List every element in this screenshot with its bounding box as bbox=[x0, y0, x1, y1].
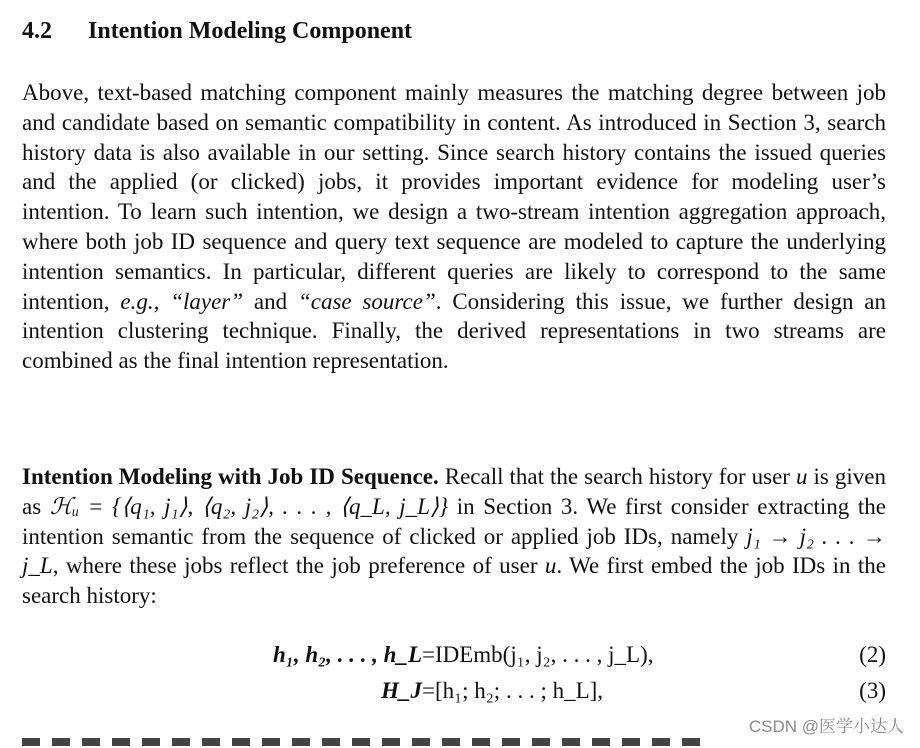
intro-text-end: . Considering this issue, we further design an intention clustering technique. Finally, the derived representations in two streams are combined as the final intention representation. bbox=[22, 288, 886, 374]
p2-text-1: Recall that the search history for user bbox=[438, 464, 796, 489]
intro-text: Above, text-based matching component mainly measures the matching degree between job and candidate based on semantic compatibility in content. As introduced in Section 3, search history data is also available in our setting. Since search history contains the issued queries and the applied (or clicked) jobs, it provides important evidence for modeling user’s intention. To learn such intention, we design a two-stream intention aggregation approach, where both job ID sequence and query text sequence are modeled to capture the underlying intention semantics. In particular, different queries are likely to correspond to the same intention, bbox=[22, 80, 886, 314]
equation-3-lhs: H_J bbox=[381, 678, 422, 703]
query-example-1: “layer” bbox=[170, 288, 244, 314]
and-word: and bbox=[243, 288, 298, 314]
watermark: CSDN @医学小达人 bbox=[748, 717, 904, 736]
p2-text-4: , where these jobs reflect the job preference of user bbox=[52, 553, 545, 579]
eg-abbrev: e.g., bbox=[120, 288, 160, 314]
query-example-2: “case source” bbox=[297, 288, 436, 314]
section-title: Intention Modeling Component bbox=[88, 18, 413, 44]
cropped-next-line bbox=[22, 738, 712, 748]
equation-2-rhs: =IDEmb(j₁, j₂, . . . , j_L), bbox=[422, 642, 654, 667]
intro-paragraph bbox=[22, 78, 886, 376]
user-symbol: u bbox=[544, 553, 557, 579]
section-heading bbox=[22, 18, 412, 45]
p2-text-2: is given as bbox=[22, 464, 886, 519]
history-set-math: ℋᵤ = {⟨q₁, j₁⟩, ⟨q₂, j₂⟩, . . . , ⟨q_L, j_L⟩} bbox=[49, 493, 449, 519]
equation-3-label: (3) bbox=[859, 678, 886, 703]
equation-3-rhs: =[h₁; h₂; . . . ; h_L], bbox=[422, 678, 604, 703]
paper-page bbox=[22, 0, 886, 745]
job-sequence-math: j₁ → j₂ . . . → j_L bbox=[22, 523, 886, 579]
equation-2-label: (2) bbox=[859, 642, 886, 667]
p2-text-3: in Section 3. We first consider extracting the intention semantic from the sequence of clicked or applied job IDs, namely bbox=[22, 493, 886, 549]
equation-2 bbox=[22, 642, 886, 672]
user-symbol: u bbox=[796, 464, 808, 489]
section-number: 4.2 bbox=[22, 18, 52, 44]
p2-text-5: . We first embed the job IDs in the search history: bbox=[22, 553, 886, 609]
equation-2-lhs: h₁, h₂, . . . , h_L bbox=[273, 642, 422, 667]
job-id-paragraph bbox=[22, 462, 886, 611]
equation-3 bbox=[22, 678, 886, 708]
runin-heading: Intention Modeling with Job ID Sequence. bbox=[22, 464, 439, 489]
